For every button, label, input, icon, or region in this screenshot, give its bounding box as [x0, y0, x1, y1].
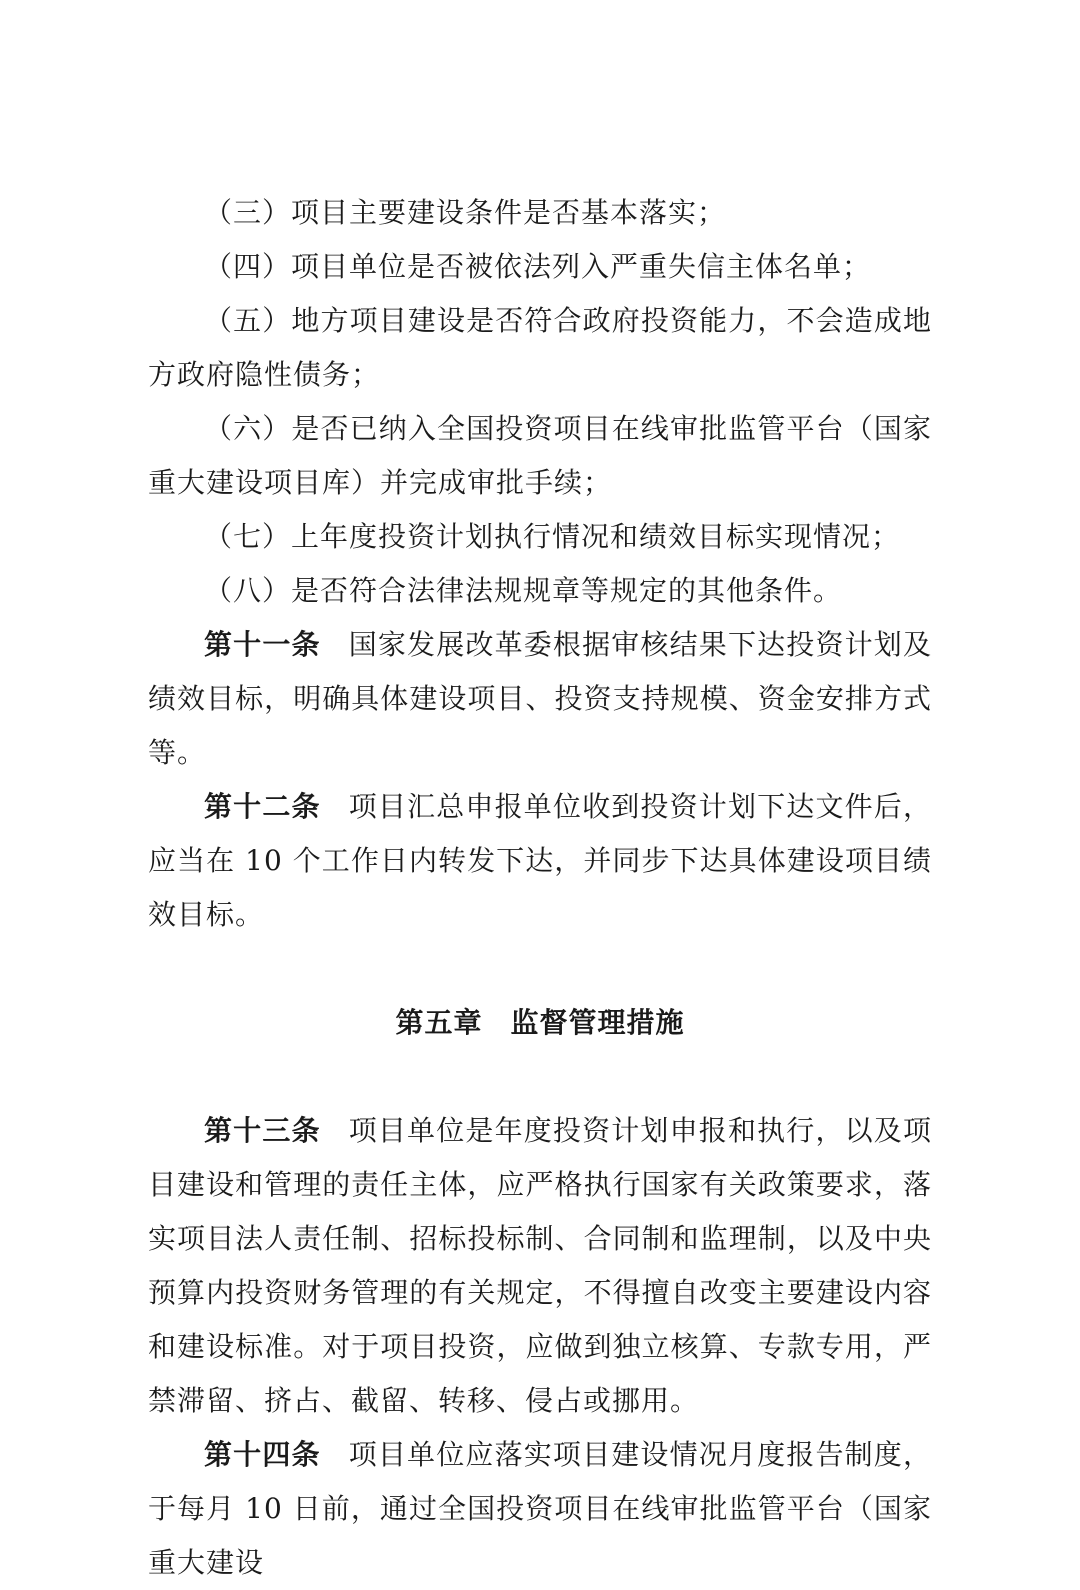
chapter-number: 第五章 — [395, 1006, 483, 1039]
article-13-number: 第十三条 — [204, 1114, 321, 1147]
article-13 — [148, 1104, 932, 1428]
condition-item-3: （三）项目主要建设条件是否基本落实； — [204, 196, 727, 229]
condition-item-4: （四）项目单位是否被依法列入严重失信主体名单； — [204, 250, 872, 283]
condition-item-6: （六）是否已纳入全国投资项目在线审批监管平台（国家重大建设项目库）并完成审批手续； — [148, 412, 932, 499]
article-11 — [148, 618, 932, 780]
document-body — [148, 186, 932, 1590]
chapter-heading — [148, 942, 932, 1104]
condition-item-8: （八）是否符合法律法规规章等规定的其他条件。 — [204, 574, 843, 607]
article-12 — [148, 780, 932, 942]
article-14 — [148, 1428, 932, 1590]
article-12-number: 第十二条 — [204, 790, 321, 823]
article-12-text: 项目汇总申报单位收到投资计划下达文件后，应当在 10 个工作日内转发下达，并同步下达具体建设项目绩效目标。 — [148, 790, 932, 931]
article-11-number: 第十一条 — [204, 628, 321, 661]
article-11-text: 国家发展改革委根据审核结果下达投资计划及绩效目标，明确具体建设项目、投资支持规模、资金安排方式等。 — [148, 628, 932, 769]
article-13-text: 项目单位是年度投资计划申报和执行，以及项目建设和管理的责任主体，应严格执行国家有关政策要求，落实项目法人责任制、招标投标制、合同制和监理制，以及中央预算内投资财务管理的有关规定，不得擅自改变主要建设内容和建设标准。对于项目投资，应做到独立核算、专款专用，严禁滞留、挤占、截留、转移、侵占或挪用。 — [148, 1114, 932, 1417]
chapter-title: 监督管理措施 — [510, 1006, 685, 1039]
condition-item-5: （五）地方项目建设是否符合政府投资能力，不会造成地方政府隐性债务； — [148, 304, 932, 391]
condition-item-7: （七）上年度投资计划执行情况和绩效目标实现情况； — [204, 520, 901, 553]
article-14-number: 第十四条 — [204, 1438, 321, 1471]
article-14-text: 项目单位应落实项目建设情况月度报告制度，于每月 10 日前，通过全国投资项目在线审批监管平台（国家重大建设 — [148, 1438, 932, 1579]
